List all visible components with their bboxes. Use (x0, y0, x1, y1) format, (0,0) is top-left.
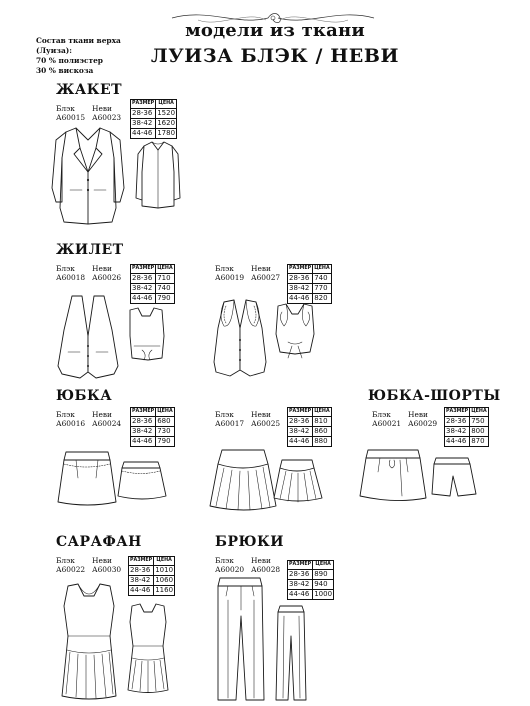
size-cell: 44-46 (131, 437, 156, 447)
size-header: РАЗМЕР (288, 265, 313, 274)
price-cell: 1160 (155, 586, 174, 594)
table-row (131, 274, 175, 284)
size-header: РАЗМЕР (288, 561, 313, 570)
size-header: РАЗМЕР (445, 408, 470, 417)
price-header: ЦЕНА (154, 557, 175, 566)
price-cell: 1060 (155, 576, 174, 584)
color-label: Неви (251, 410, 271, 419)
size-cell: 28-36 (131, 417, 156, 427)
price-cell: 740 (156, 284, 174, 294)
page-subtitle: ЛУИЗА БЛЭК / НЕВИ (150, 45, 400, 67)
price-header: ЦЕНА (156, 265, 174, 274)
article-code: А60021 (372, 419, 402, 428)
color-label: Неви (251, 264, 271, 273)
table-row (445, 437, 489, 447)
size-cell: 38-42 (131, 427, 156, 437)
size-cell: 44-46 (131, 294, 156, 304)
article-code: А60030 (92, 565, 122, 574)
skort-sketch (360, 446, 480, 508)
price-cell: 680 (156, 417, 174, 427)
trousers-sketch (214, 576, 314, 704)
color-label: Блэк (56, 556, 75, 565)
price-cell: 820 (313, 294, 331, 304)
section-title: ЖИЛЕТ (56, 242, 124, 258)
article-code: А60028 (251, 565, 281, 574)
size-header: РАЗМЕР (131, 265, 156, 274)
table-row (288, 437, 332, 447)
price-header: ЦЕНА (470, 408, 488, 417)
article-code: А60023 (92, 113, 122, 122)
price-cell: 870 (470, 437, 488, 447)
size-header: РАЗМЕР (288, 408, 313, 417)
table-row (131, 437, 175, 447)
price-cell: 710 (156, 274, 174, 284)
price-cell: 810 (313, 417, 331, 427)
composition-line: 30 % вискоза (36, 66, 94, 75)
color-label: Неви (92, 264, 112, 273)
skirt-sketch (56, 448, 176, 510)
table-row (131, 284, 175, 294)
price-cell: 1010 (155, 566, 174, 574)
table-row (131, 427, 175, 437)
price-cell: 860 (313, 427, 331, 437)
color-label: Неви (92, 556, 112, 565)
table-row (288, 284, 332, 294)
color-label: Блэк (215, 556, 234, 565)
price-cell: 1000 (314, 590, 333, 598)
jacket-sketch (48, 128, 188, 228)
price-cell: 730 (156, 427, 174, 437)
size-cell: 38-42 (129, 576, 154, 586)
price-cell: 1620 (157, 119, 176, 127)
size-cell: 38-42 (131, 284, 156, 294)
article-code: А60020 (215, 565, 245, 574)
table-row (288, 427, 332, 437)
color-label: Блэк (56, 264, 75, 273)
size-cell: 44-46 (288, 590, 313, 600)
section-title: САРАФАН (56, 534, 142, 550)
price-table (444, 407, 489, 447)
price-header: ЦЕНА (156, 408, 174, 417)
price-cell: 1780 (157, 129, 176, 137)
article-code: А60025 (251, 419, 281, 428)
size-cell: 28-36 (131, 274, 156, 284)
composition-line: Состав ткани верха (36, 36, 121, 45)
section-title: ЮБКА-ШОРТЫ (368, 388, 501, 404)
size-cell: 28-36 (445, 417, 470, 427)
size-cell: 44-46 (445, 437, 470, 447)
table-row (129, 566, 175, 576)
article-code: А60019 (215, 273, 245, 282)
article-code: А60018 (56, 273, 86, 282)
table-row (288, 417, 332, 427)
color-label: Блэк (56, 410, 75, 419)
size-cell: 28-36 (288, 417, 313, 427)
table-row (445, 417, 489, 427)
size-cell: 28-36 (288, 274, 313, 284)
section-title: ЮБКА (56, 388, 113, 404)
table-row (131, 119, 177, 129)
vest-2-sketch (212, 298, 322, 382)
price-header: ЦЕНА (156, 100, 177, 109)
size-cell: 28-36 (131, 109, 156, 119)
price-cell: 890 (313, 570, 334, 580)
size-header: РАЗМЕР (129, 557, 154, 566)
price-table (287, 407, 332, 447)
price-header: ЦЕНА (313, 561, 334, 570)
color-label: Блэк (215, 264, 234, 273)
table-row (445, 427, 489, 437)
price-header: ЦЕНА (313, 408, 331, 417)
price-cell: 880 (313, 437, 331, 447)
price-cell: 1520 (157, 109, 176, 117)
size-cell: 38-42 (288, 427, 313, 437)
color-label: Блэк (372, 410, 391, 419)
size-cell: 38-42 (445, 427, 470, 437)
price-cell: 790 (156, 437, 174, 447)
size-cell: 44-46 (288, 437, 313, 447)
composition-line: 70 % полиэстер (36, 56, 103, 65)
vest-sketch (58, 296, 168, 382)
size-cell: 44-46 (129, 586, 154, 596)
size-cell: 38-42 (131, 119, 156, 129)
article-code: А60016 (56, 419, 86, 428)
page-title: модели из ткани (185, 20, 365, 41)
article-code: А60027 (251, 273, 281, 282)
price-cell: 770 (313, 284, 331, 294)
size-cell: 38-42 (288, 284, 313, 294)
color-label: Блэк (56, 104, 75, 113)
fabric-composition (36, 36, 156, 76)
size-cell: 44-46 (288, 294, 313, 304)
composition-line: (Луиза): (36, 46, 72, 55)
sarafan-sketch (52, 580, 182, 702)
table-row (131, 109, 177, 119)
price-cell: 940 (313, 580, 334, 590)
article-code: А60024 (92, 419, 122, 428)
color-label: Неви (92, 410, 112, 419)
color-label: Блэк (215, 410, 234, 419)
price-table (130, 407, 175, 447)
table-row (131, 417, 175, 427)
price-header: ЦЕНА (313, 265, 331, 274)
size-cell: 38-42 (288, 580, 313, 590)
color-label: Неви (251, 556, 271, 565)
size-cell: 28-36 (129, 566, 154, 576)
size-cell: 28-36 (288, 570, 313, 580)
table-row (288, 274, 332, 284)
size-header: РАЗМЕР (131, 100, 156, 109)
article-code: А60017 (215, 419, 245, 428)
article-code: А60022 (56, 565, 86, 574)
color-label: Неви (408, 410, 428, 419)
article-code: А60029 (408, 419, 438, 428)
section-title: ЖАКЕТ (56, 82, 123, 98)
price-cell: 800 (470, 427, 488, 437)
price-cell: 790 (156, 294, 174, 304)
color-label: Неви (92, 104, 112, 113)
article-code: А60026 (92, 273, 122, 282)
size-header: РАЗМЕР (131, 408, 156, 417)
article-code: А60015 (56, 113, 86, 122)
price-cell: 750 (470, 417, 488, 427)
price-cell: 740 (313, 274, 331, 284)
section-title: БРЮКИ (215, 534, 284, 550)
pleated-skirt-sketch (208, 446, 328, 516)
size-cell: 44-46 (131, 129, 156, 139)
